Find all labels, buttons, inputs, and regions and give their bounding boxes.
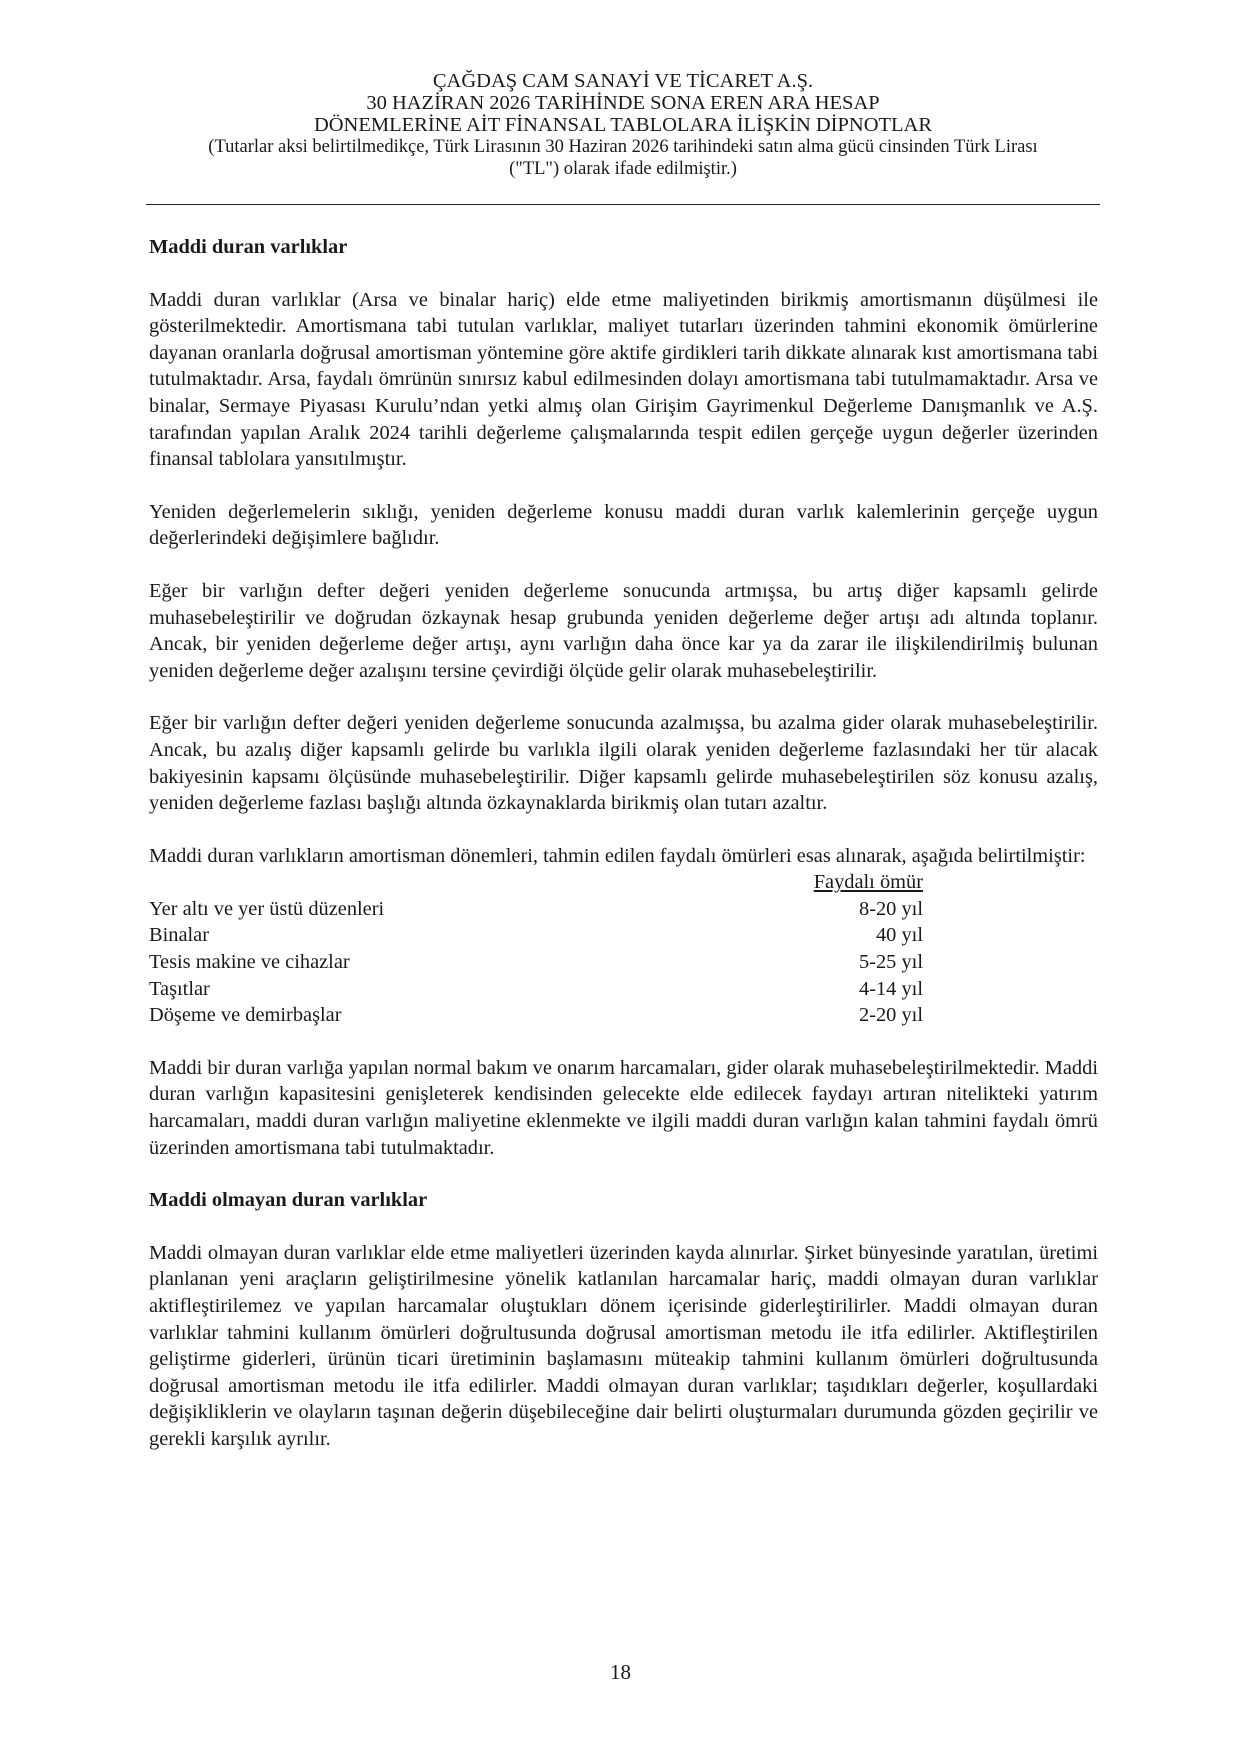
table-row [149,976,923,1003]
table-row [149,949,923,976]
paragraph: Eğer bir varlığın defter değeri yeniden değerleme sonucunda artmışsa, bu artış diğer kapsamlı gelirde muhasebeleştirilir ve doğrudan özkaynak hesap grubunda yeniden değerleme değer artışı adı altında toplanır. Ancak, bir yeniden değerleme değer artışı, aynı varlığın daha önce kar ya da zarar ile ilişkilendirilmiş bulunan yeniden değerleme değer azalışını tersine çevirdiği ölçüde gelir olarak muhasebeleştirilir. [149,579,1098,682]
useful-life-column-header: Faydalı ömür [813,871,923,894]
asset-class-label: Taşıtlar [149,977,210,1000]
asset-class-label: Tesis makine ve cihazlar [149,951,350,974]
table-row [149,922,923,949]
table-row [149,896,923,923]
report-title: DÖNEMLERİNE AİT FİNANSAL TABLOLARA İLİŞKİN DİPNOTLAR [313,114,933,136]
useful-life-value: 40 yıl [875,924,923,947]
asset-class-label: Döşeme ve demirbaşlar [149,1004,342,1027]
asset-class-label: Yer altı ve yer üstü düzenleri [149,897,385,920]
currency-note-line1: (Tutarlar aksi belirtilmedikçe, Türk Lirasının 30 Haziran 2026 tarihindeki satın alma gücü cinsinden Türk Lirası [208,137,1038,157]
section-heading-tangible-assets: Maddi duran varlıklar [149,236,348,258]
header-divider [146,204,1100,205]
useful-life-value: 2-20 yıl [859,1004,923,1027]
useful-life-value: 8-20 yıl [859,897,923,920]
company-name: ÇAĞDAŞ CAM SANAYİ VE TİCARET A.Ş. [432,70,814,92]
paragraph: Maddi duran varlıkların amortisman dönemleri, tahmin edilen faydalı ömürleri esas alınarak, aşağıda belirtilmiştir: [149,844,1086,867]
table-row [149,1002,923,1029]
useful-life-table [149,869,923,1029]
paragraph: Yeniden değerlemelerin sıklığı, yeniden değerleme konusu maddi duran varlık kalemlerinin gerçeğe uygun değerlerindeki değişimlere bağlıdır. [149,500,1098,550]
currency-note-line2: ("TL") olarak ifade edilmiştir.) [509,159,737,179]
page-content [149,234,1098,1453]
paragraph: Eğer bir varlığın defter değeri yeniden değerleme sonucunda azalmışsa, bu azalma gider olarak muhasebeleştirilir. Ancak, bu azalış diğer kapsamlı gelirde bu varlıkla ilgili olarak yeniden değerleme fazlasındaki her tür alacak bakiyesinin kapsamı ölçüsünde muhasebeleştirilir. Diğer kapsamlı gelirde muhasebeleştirilen söz konusu azalış, yeniden değerleme fazlası başlığı altında özkaynaklarda birikmiş olan tutarı azaltır. [149,712,1098,815]
page-header [146,70,1100,180]
asset-class-label: Binalar [149,924,210,947]
paragraph: Maddi duran varlıklar (Arsa ve binalar hariç) elde etme maliyetinden birikmiş amortismanın düşülmesi ile gösterilmektedir. Amortismana tabi tutulan varlıklar, maliyet tutarları üzerinden tahmini ekonomik ömürlerine dayanan oranlarla doğrusal amortisman yöntemine göre aktife girdikleri tarih dikkate alınarak kıst amortismana tabi tutulmaktadır. Arsa, faydalı ömrünün sınırsız kabul edilmesinden dolayı amortismana tabi tutulmamaktadır. Arsa ve binalar, Sermaye Piyasası Kurulu’ndan yetki almış olan Girişim Gayrimenkul Değerleme Danışmanlık ve A.Ş. tarafından yapılan Aralık 2024 tarihli değerleme çalışmalarında tespit edilen gerçeğe uygun değerler üzerinden finansal tablolara yansıtılmıştır. [149,288,1098,471]
paragraph: Maddi bir duran varlığa yapılan normal bakım ve onarım harcamaları, gider olarak muhasebeleştirilmektedir. Maddi duran varlığın kapasitesini genişleterek kendisinden gelecekte elde edilecek faydayı artıran nitelikteki yatırım harcamaları, maddi duran varlığın maliyetine eklenmekte ve ilgili maddi duran varlığın kalan tahmini faydalı ömrü üzerinden amortismana tabi tutulmaktadır. [149,1056,1098,1159]
page-number: 18 [610,1660,631,1684]
section-heading-intangible-assets: Maddi olmayan duran varlıklar [149,1189,428,1212]
useful-life-value: 4-14 yıl [859,977,923,1000]
useful-life-value: 5-25 yıl [859,951,923,974]
report-period: 30 HAZİRAN 2026 TARİHİNDE SONA EREN ARA HESAP [366,92,880,114]
paragraph: Maddi olmayan duran varlıklar elde etme maliyetleri üzerinden kayda alınırlar. Şirket bünyesinde yaratılan, üretimi planlanan yeni araçların geliştirilmesine yönelik katlanılan harcamalar hariç, maddi olmayan duran varlıklar aktifleştirilemez ve yapılan harcamalar oluştukları dönem içerisinde giderleştirilirler. Maddi olmayan duran varlıklar tahmini kullanım ömürleri doğrultusunda doğrusal amortisman metodu ile itfa edilirler. Aktifleştirilen geliştirme giderleri, ürünün ticari üretiminin başlamasını müteakip tahmini kullanım ömürleri doğrultusunda doğrusal amortisman metodu ile itfa edilirler. Maddi olmayan duran varlıklar; taşıdıkları değerler, koşullardaki değişikliklerin ve olayların taşınan değerin düşebileceğine dair belirti oluşturmaları durumunda gözden geçirilir ve gerekli karşılık ayrılır. [149,1241,1098,1450]
